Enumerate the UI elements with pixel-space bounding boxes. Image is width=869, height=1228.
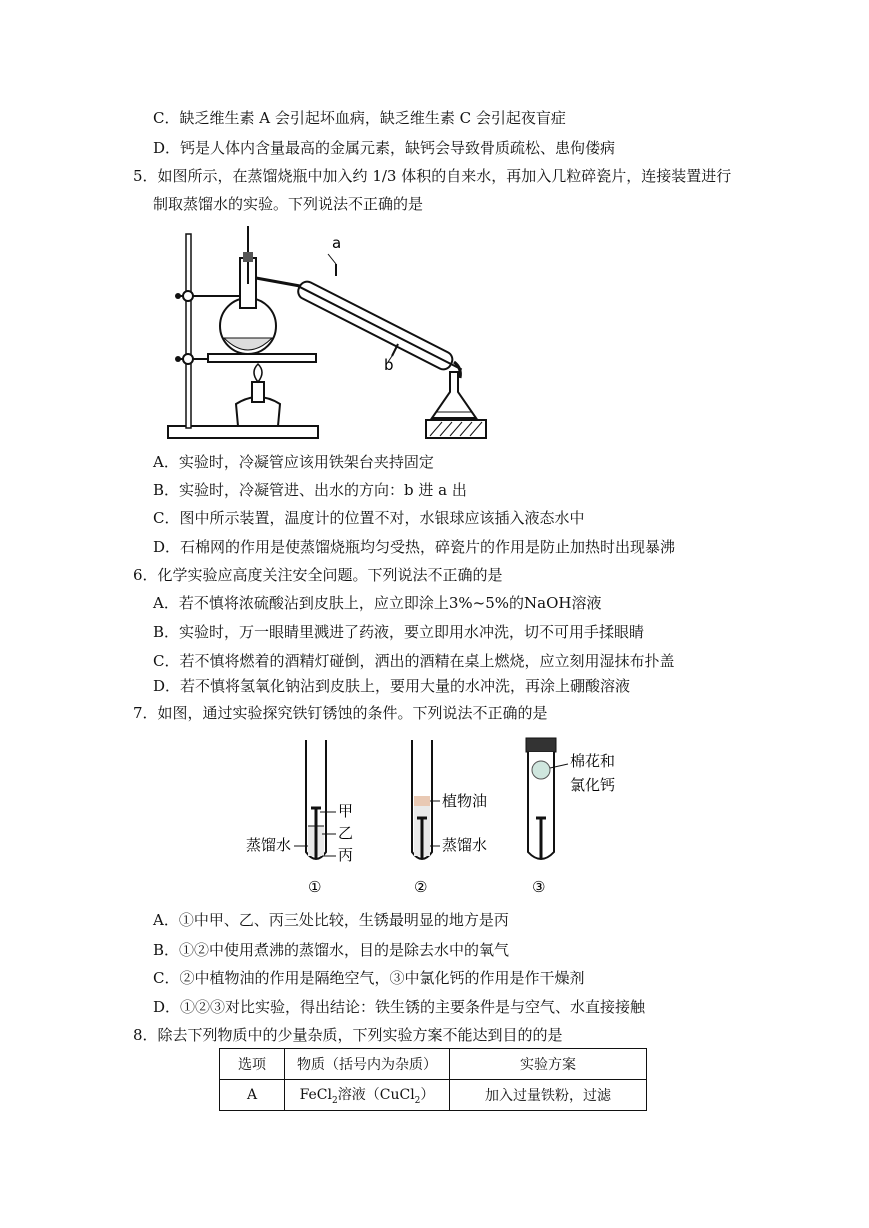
table-header-option: 选项 xyxy=(220,1049,285,1080)
table-header-plan: 实验方案 xyxy=(450,1049,647,1080)
q6-option-d: D．若不慎将氢氧化钠沾到皮肤上，要用大量的水冲洗，再涂上硼酸溶液 xyxy=(153,677,631,695)
q8-stem: 8．除去下列物质中的少量杂质，下列实验方案不能达到目的的是 xyxy=(133,1026,563,1044)
q7-option-d: D．①②③对比实验，得出结论：铁生锈的主要条件是与空气、水直接接触 xyxy=(153,998,646,1016)
condenser-label-a: a xyxy=(332,234,342,252)
tube3-label-line1: 棉花和 xyxy=(570,752,616,770)
tube3-number: ③ xyxy=(532,878,546,896)
tube1-label-jia: 甲 xyxy=(338,802,354,820)
q5-option-c: C．图中所示装置，温度计的位置不对，水银球应该插入液态水中 xyxy=(153,509,585,527)
q6-stem: 6．化学实验应高度关注安全问题。下列说法不正确的是 xyxy=(133,566,503,584)
rust-experiment-figure xyxy=(238,734,628,898)
q7-option-c: C．②中植物油的作用是隔绝空气，③中氯化钙的作用是作干燥剂 xyxy=(153,969,585,987)
q6-option-c: C．若不慎将燃着的酒精灯碰倒，洒出的酒精在桌上燃烧，应立刻用湿抹布扑盖 xyxy=(153,652,675,670)
tube1-label-bing: 丙 xyxy=(338,846,354,864)
tube1-number: ① xyxy=(308,878,322,896)
tube2-number: ② xyxy=(414,878,428,896)
distillation-apparatus-figure xyxy=(160,222,520,444)
q7-option-b: B．①②中使用煮沸的蒸馏水，目的是除去水中的氧气 xyxy=(153,941,510,959)
table-cell-option: A xyxy=(220,1080,285,1111)
q4-option-c: C．缺乏维生素 A 会引起坏血病，缺乏维生素 C 会引起夜盲症 xyxy=(153,109,566,127)
table-cell-plan: 加入过量铁粉，过滤 xyxy=(450,1080,647,1111)
q8-options-table xyxy=(219,1048,647,1111)
tube2-label-water: 蒸馏水 xyxy=(442,836,488,854)
q5-option-b: B．实验时，冷凝管进、出水的方向：b 进 a 出 xyxy=(153,481,467,499)
q6-option-b: B．实验时，万一眼睛里溅进了药液，要立即用水冲洗，切不可用手揉眼睛 xyxy=(153,623,645,641)
tube1-label-water: 蒸馏水 xyxy=(246,836,292,854)
q5-option-d: D．石棉网的作用是使蒸馏烧瓶均匀受热，碎瓷片的作用是防止加热时出现暴沸 xyxy=(153,538,676,556)
tube2-label-oil: 植物油 xyxy=(442,792,488,810)
q4-option-d: D．钙是人体内含量最高的金属元素，缺钙会导致骨质疏松、患佝偻病 xyxy=(153,139,616,157)
table-cell-substance: FeCl$_2$溶液（CuCl$_2$） xyxy=(285,1080,450,1111)
q7-option-a: A．①中甲、乙、丙三处比较，生锈最明显的地方是丙 xyxy=(153,911,509,929)
condenser-label-b: b xyxy=(384,356,394,374)
q6-option-a: A．若不慎将浓硫酸沾到皮肤上，应立即涂上3%~5%的NaOH溶液 xyxy=(153,594,602,612)
q5-option-a: A．实验时，冷凝管应该用铁架台夹持固定 xyxy=(153,453,434,471)
tube1-label-yi: 乙 xyxy=(338,824,354,842)
table-header-row xyxy=(220,1049,647,1080)
q5-stem-line2: 制取蒸馏水的实验。下列说法不正确的是 xyxy=(153,195,424,213)
q5-stem-line1: 5．如图所示，在蒸馏烧瓶中加入约 1/3 体积的自来水，再加入几粒碎瓷片，连接装置进行 xyxy=(133,167,732,185)
table-header-substance: 物质（括号内为杂质） xyxy=(285,1049,450,1080)
table-row xyxy=(220,1080,647,1111)
tube3-label-line2: 氯化钙 xyxy=(570,776,616,794)
q7-stem: 7．如图，通过实验探究铁钉锈蚀的条件。下列说法不正确的是 xyxy=(133,704,548,722)
